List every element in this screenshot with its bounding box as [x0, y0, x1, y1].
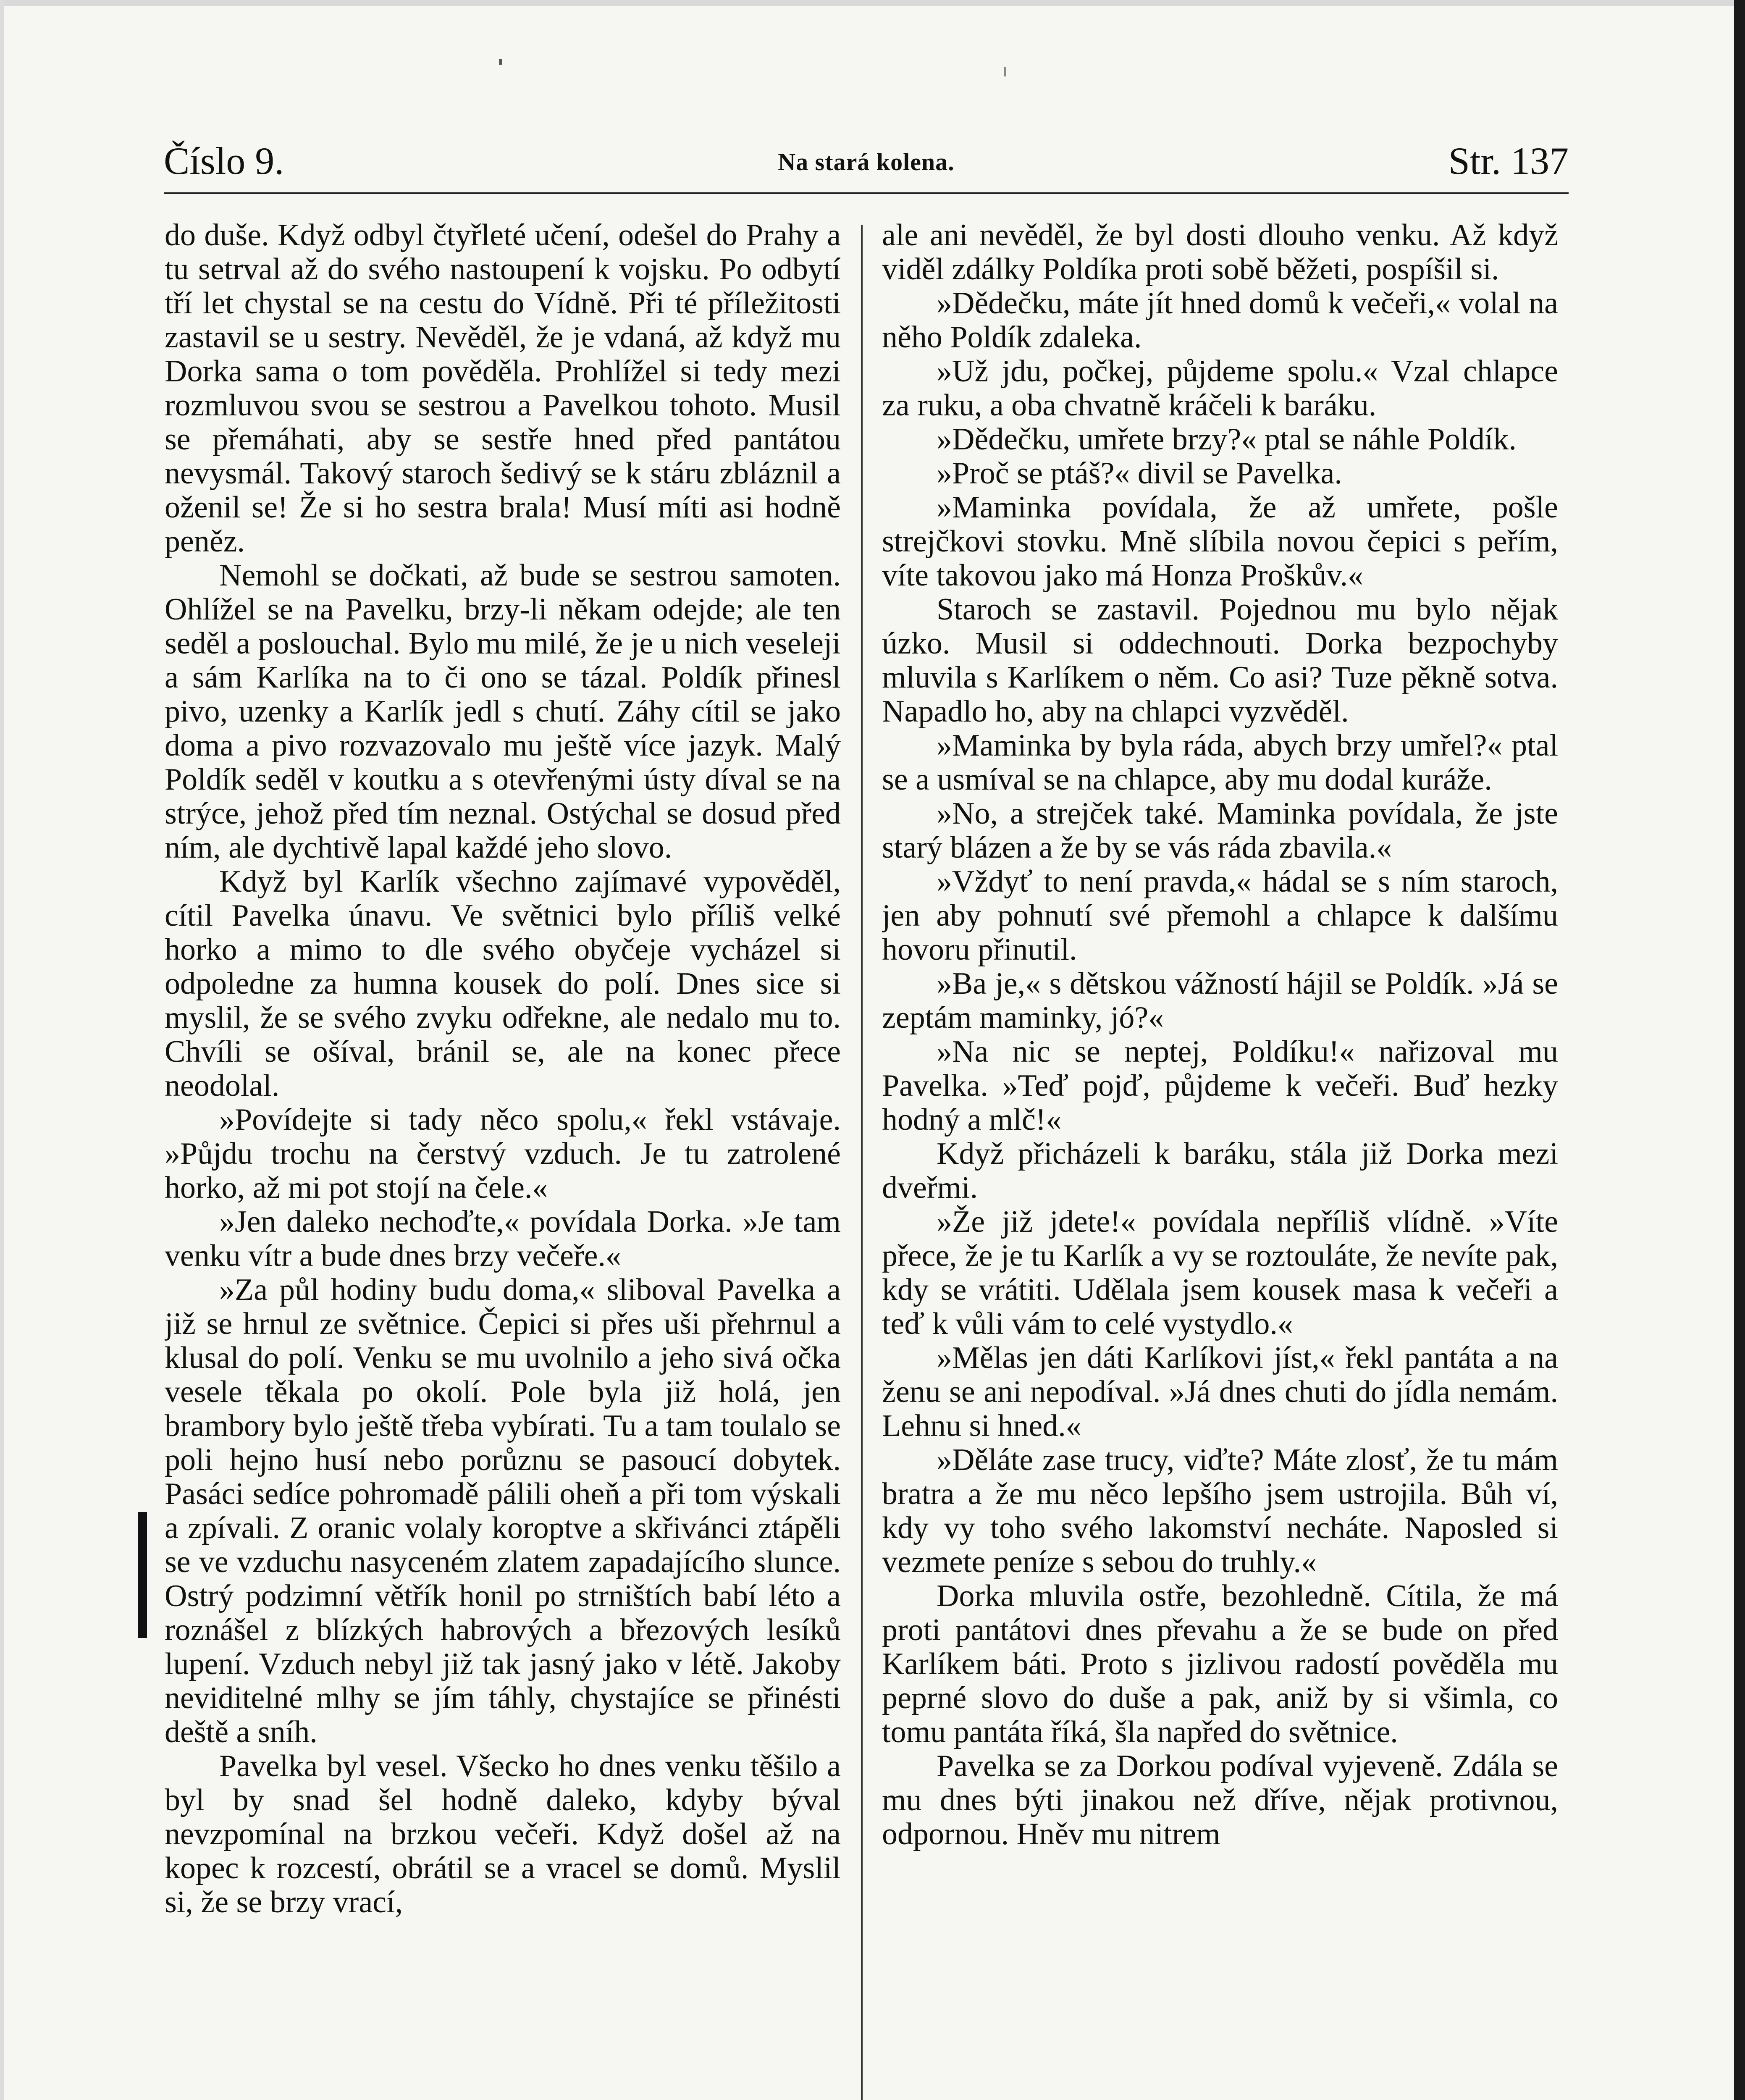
paragraph: Když byl Karlík všechno zajímavé vypověděl, cítil Pavelka únavu. Ve světnici bylo příliš velké horko a mimo to dle svého obyčeje vycházel si odpoledne za humna kousek do polí. Dnes sice si myslil, že se svého zvyku odřekne, ale nedalo mu to. Chvíli se ošíval, bránil se, ale na konec přece neodolal. [165, 864, 841, 1103]
running-header [164, 139, 1569, 193]
scan-edge-right [1734, 0, 1745, 2100]
issue-number: Číslo 9. [164, 139, 284, 182]
paragraph: »Už jdu, počkej, půjdeme spolu.« Vzal chlapce za ruku, a oba chvatně kráčeli k baráku. [882, 354, 1558, 423]
paragraph: »No, a strejček také. Maminka povídala, že jste starý blázen a že by se vás ráda zbavila.« [882, 796, 1558, 865]
paragraph: Když přicházeli k baráku, stála již Dorka mezi dveřmi. [882, 1137, 1558, 1205]
paragraph: »Maminka povídala, že až umřete, pošle strejčkovi stovku. Mně slíbila novou čepici s peřím, víte takovou jako má Honza Proškův.« [882, 490, 1558, 593]
paragraph: Staroch se zastavil. Pojednou mu bylo nějak úzko. Musil si oddechnouti. Dorka bezpochyby mluvila s Karlíkem o něm. Co asi? Tuze pěkně sotva. Napadlo ho, aby na chlapci vyzvěděl. [882, 592, 1558, 729]
paragraph: »Děláte zase trucy, viďte? Máte zlosť, že tu mám bratra a že mu něco lepšího jsem ustrojila. Bůh ví, kdy vy toho svého lakomství necháte. Naposled si vezmete peníze s sebou do truhly.« [882, 1443, 1558, 1579]
left-column [165, 218, 841, 2100]
paragraph: »Že již jdete!« povídala nepříliš vlídně. »Víte přece, že je tu Karlík a vy se roztouláte, že nevíte pak, kdy se vrátiti. Udělala jsem kousek masa k večeři a teď k vůli vám to celé vystydlo.« [882, 1205, 1558, 1341]
paragraph: ale ani nevěděl, že byl dosti dlouho venku. Až když viděl zdálky Poldíka proti sobě běžeti, pospíšil si. [882, 218, 1558, 286]
paragraph: Nemohl se dočkati, až bude se sestrou samoten. Ohlížel se na Pavelku, brzy-li někam odejde; ale ten seděl a poslouchal. Bylo mu milé, že je u nich veseleji a sám Karlíka na to či ono se tázal. Poldík přinesl pivo, uzenky a Karlík jedl s chutí. Záhy cítil se jako doma a pivo rozvazovalo mu ještě více jazyk. Malý Poldík seděl v koutku a s otevřenými ústy díval se na strýce, jehož před tím neznal. Ostýchal se dosud před ním, ale dychtivě lapal každé jeho slovo. [165, 558, 841, 865]
paragraph: »Maminka by byla ráda, abych brzy umřel?« ptal se a usmíval se na chlapce, aby mu dodal kuráže. [882, 728, 1558, 797]
paragraph: »Jen daleko nechoďte,« povídala Dorka. »Je tam venku vítr a bude dnes brzy večeře.« [165, 1205, 841, 1273]
right-column [882, 218, 1558, 2100]
paragraph: Dorka mluvila ostře, bezohledně. Cítila, že má proti pantátovi dnes převahu a že se bude on před Karlíkem báti. Proto s jizlivou radostí pověděla mu peprné slovo do duše a pak, aniž by si všimla, co tomu pantáta říká, šla napřed do světnice. [882, 1579, 1558, 1749]
page-number: Str. 137 [1448, 139, 1569, 182]
paragraph: Pavelka se za Dorkou podíval vyjeveně. Zdála se mu dnes býti jinakou než dříve, nějak protivnou, odpornou. Hněv mu nitrem [882, 1749, 1558, 1851]
paragraph: »Na nic se neptej, Poldíku!« nařizoval mu Pavelka. »Teď pojď, půjdeme k večeři. Buď hezky hodný a mlč!« [882, 1034, 1558, 1137]
paragraph: »Mělas jen dáti Karlíkovi jíst,« řekl pantáta a na ženu se ani nepodíval. »Já dnes chuti do jídla nemám. Lehnu si hned.« [882, 1341, 1558, 1443]
paragraph: do duše. Když odbyl čtyřleté učení, odešel do Prahy a tu setrval až do svého nastoupení k vojsku. Po odbytí tří let chystal se na cestu do Vídně. Při té příležitosti zastavil se u sestry. Nevěděl, že je vdaná, až když mu Dorka sama o tom pověděla. Prohlížel si tedy mezi rozmluvou svou se sestrou a Pavelkou tohoto. Musil se přemáhati, aby se sestře hned před pantátou nevysmál. Takový staroch šedivý se k stáru zbláznil a oženil se! Že si ho sestra brala! Musí míti asi hodně peněz. [165, 218, 841, 559]
scan-edge-top [0, 0, 1745, 6]
margin-mark [138, 1512, 147, 1638]
scan-speck [499, 59, 502, 65]
column-divider [861, 225, 863, 2100]
scan-speck [1004, 67, 1006, 76]
paragraph: »Proč se ptáš?« divil se Pavelka. [937, 456, 1342, 491]
paragraph: »Povídejte si tady něco spolu,« řekl vstávaje. »Půjdu trochu na čerstvý vzduch. Je tu zatrolené horko, až mi pot stojí na čele.« [165, 1102, 841, 1205]
paragraph: »Vždyť to není pravda,« hádal se s ním staroch, jen aby pohnutí své přemohl a chlapce k dalšímu hovoru přinutil. [882, 864, 1558, 967]
paragraph: Pavelka byl vesel. Všecko ho dnes venku těšilo a byl by snad šel hodně daleko, kdyby býval nevzpomínal na brzkou večeři. Když došel až na kopec k rozcestí, obrátil se a vracel se domů. Myslil si, že se brzy vrací, [165, 1749, 841, 1919]
header-rule [164, 192, 1569, 194]
paragraph: »Dědečku, umřete brzy?« ptal se náhle Poldík. [937, 422, 1517, 457]
paragraph: »Za půl hodiny budu doma,« sliboval Pavelka a již se hrnul ze světnice. Čepici si přes uši přehrnul a klusal do polí. Venku se mu uvolnilo a jeho sivá očka vesele těkala po okolí. Pole byla již holá, jen brambory bylo ještě třeba vybírati. Tu a tam toulalo se poli hejno husí nebo porůznu se pasoucí dobytek. Pasáci sedíce pohromadě pálili oheň a při tom výskali a zpívali. Z oranic volaly koroptve a skřivánci ztápěli se ve vzduchu nasyceném zlatem zapadajícího slunce. Ostrý podzimní větřík honil po strništích babí léto a roznášel z blízkých habrových a březových lesíků lupení. Vzduch nebyl již tak jasný jako v létě. Jakoby neviditelné mlhy se jím táhly, chystajíce se přinésti deště a sníh. [165, 1273, 841, 1749]
scan-edge-left [0, 0, 4, 2100]
paragraph: »Ba je,« s dětskou vážností hájil se Poldík. »Já se zeptám maminky, jó?« [882, 966, 1558, 1035]
paragraph: »Dědečku, máte jít hned domů k večeři,« volal na něho Poldík zdaleka. [882, 286, 1558, 354]
running-title: Na stará kolena. [778, 148, 955, 176]
